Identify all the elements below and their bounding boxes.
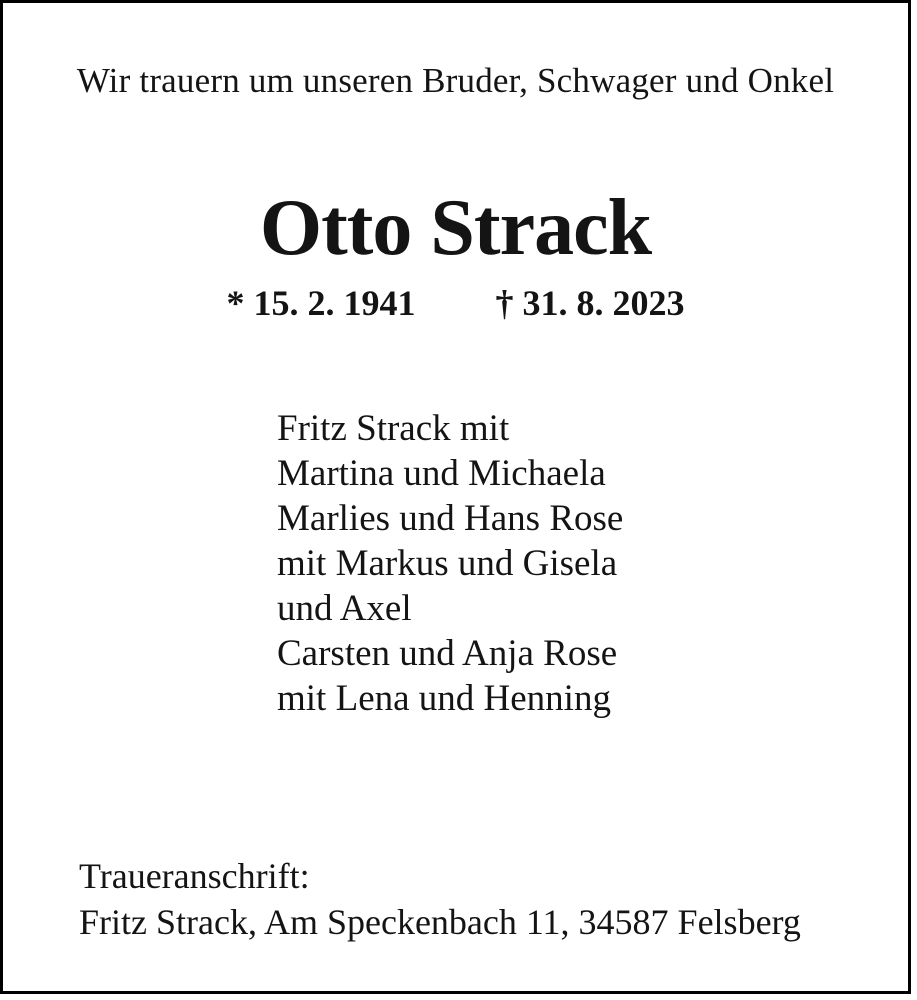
life-dates (0, 282, 911, 325)
intro-line: Wir trauern um unseren Bruder, Schwager und Onkel (76, 61, 835, 100)
mourner-line: und Axel (277, 588, 412, 629)
mourner-line: Martina und Michaela (277, 453, 606, 494)
death-date-text: 31. 8. 2023 (522, 283, 685, 323)
mourner-line: Marlies und Hans Rose (277, 498, 624, 539)
address-line: Fritz Strack, Am Speckenbach 11, 34587 Felsberg (79, 902, 801, 942)
deceased-name: Otto Strack (259, 184, 652, 272)
mourner-line: Fritz Strack mit (277, 408, 510, 449)
death-date (496, 282, 685, 325)
address-label: Traueranschrift: (79, 856, 310, 896)
mourner-line: mit Markus und Gisela (277, 543, 618, 584)
birth-date (227, 282, 416, 325)
address-block (79, 853, 801, 945)
birth-date-text: 15. 2. 1941 (253, 283, 416, 323)
death-cross-symbol: † (495, 283, 514, 323)
born-star-symbol: * (226, 283, 245, 323)
mourner-line: mit Lena und Henning (277, 678, 611, 719)
mourners-list (277, 406, 623, 721)
mourner-line: Carsten und Anja Rose (277, 633, 618, 674)
